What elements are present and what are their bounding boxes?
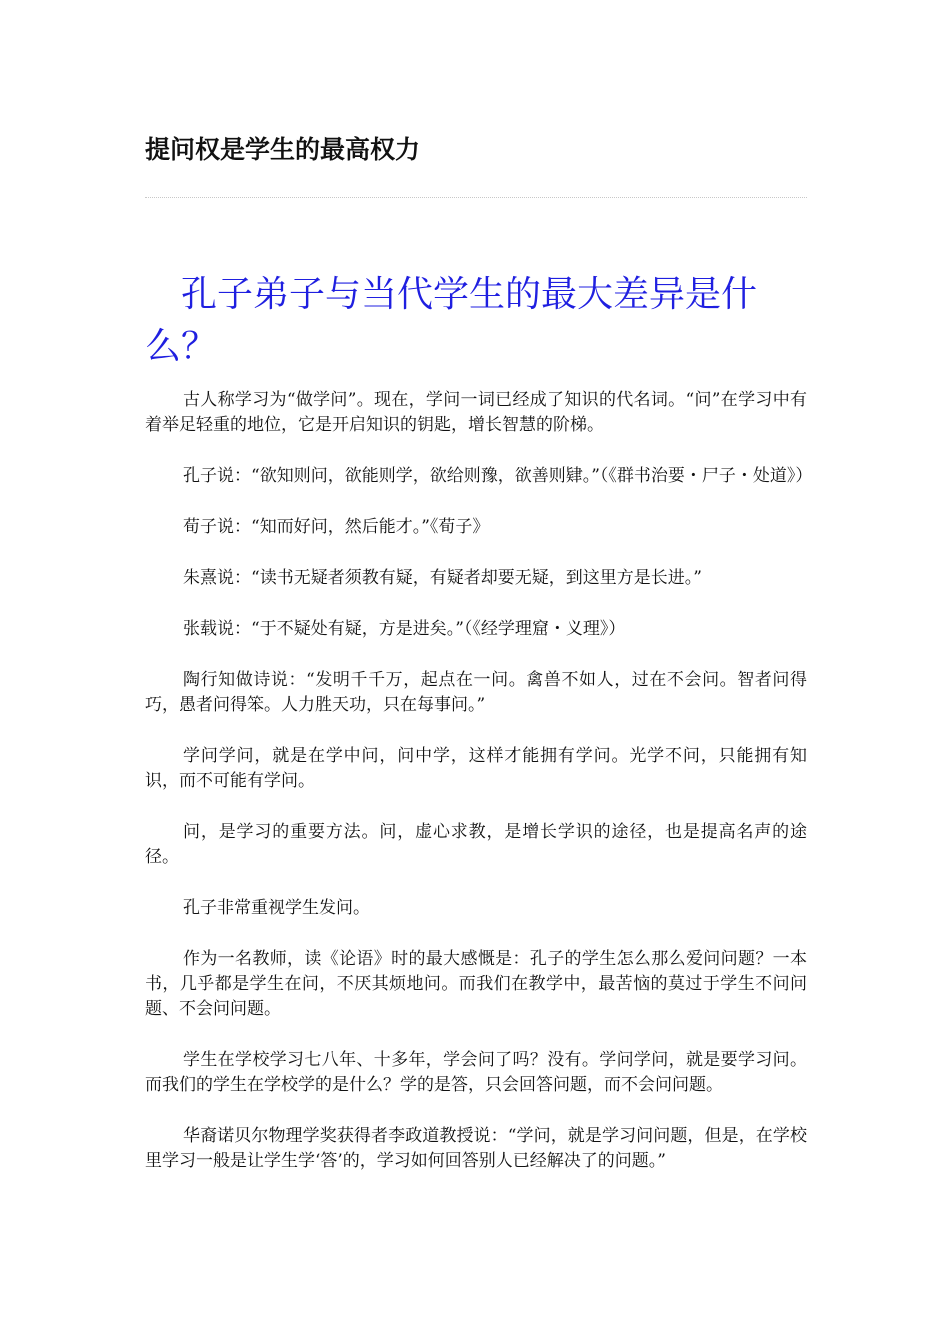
paragraph: 张载说：“于不疑处有疑，方是进矣。”（《经学理窟・义理》） [183,619,626,639]
paragraph: 朱熹说：“读书无疑者须教有疑，有疑者却要无疑，到这里方是长进。” [183,568,702,588]
paragraph: 学生在学校学习七八年、十多年，学会问了吗？没有。学问学问，就是要学习问。而我们的学生在学校学的是什么？学的是答，只会回答问题，而不会问问题。 [145,1050,807,1095]
paragraph: 问，是学习的重要方法。问，虚心求教，是增长学识的途径，也是提高名声的途径。 [145,822,807,867]
paragraph: 孔子说：“欲知则问，欲能则学，欲给则豫，欲善则肄。”（《群书治要・尸子・处道》） [183,466,813,486]
page-title: 提问权是学生的最高权力 [145,135,421,164]
paragraph: 华裔诺贝尔物理学奖获得者李政道教授说：“学问，就是学习问问题，但是，在学校里学习一般是让学生学‘答’的，学习如何回答别人已经解决了的问题。” [145,1126,807,1171]
title-divider [145,197,807,198]
paragraph: 作为一名教师，读《论语》时的最大感慨是：孔子的学生怎么那么爱问问题？一本书，几乎都是学生在问，不厌其烦地问。而我们在教学中，最苦恼的莫过于学生不问问题、不会问问题。 [145,949,807,1019]
paragraph: 学问学问，就是在学中问，问中学，这样才能拥有学问。光学不问，只能拥有知识，而不可能有学问。 [145,746,807,791]
paragraph: 古人称学习为“做学问”。现在，学问一词已经成了知识的代名词。“问”在学习中有着举足轻重的地位，它是开启知识的钥匙，增长智慧的阶梯。 [145,390,807,435]
article-body [145,388,813,1200]
paragraph: 荀子说：“知而好问，然后能才。”《荀子》 [183,517,490,537]
article-headline: 孔子弟子与当代学生的最大差异是什么？ [145,274,758,367]
paragraph: 陶行知做诗说：“发明千千万，起点在一问。禽兽不如人，过在不会问。智者问得巧，愚者问得笨。人力胜天功，只在每事问。” [145,670,807,715]
paragraph: 孔子非常重视学生发问。 [183,898,370,918]
